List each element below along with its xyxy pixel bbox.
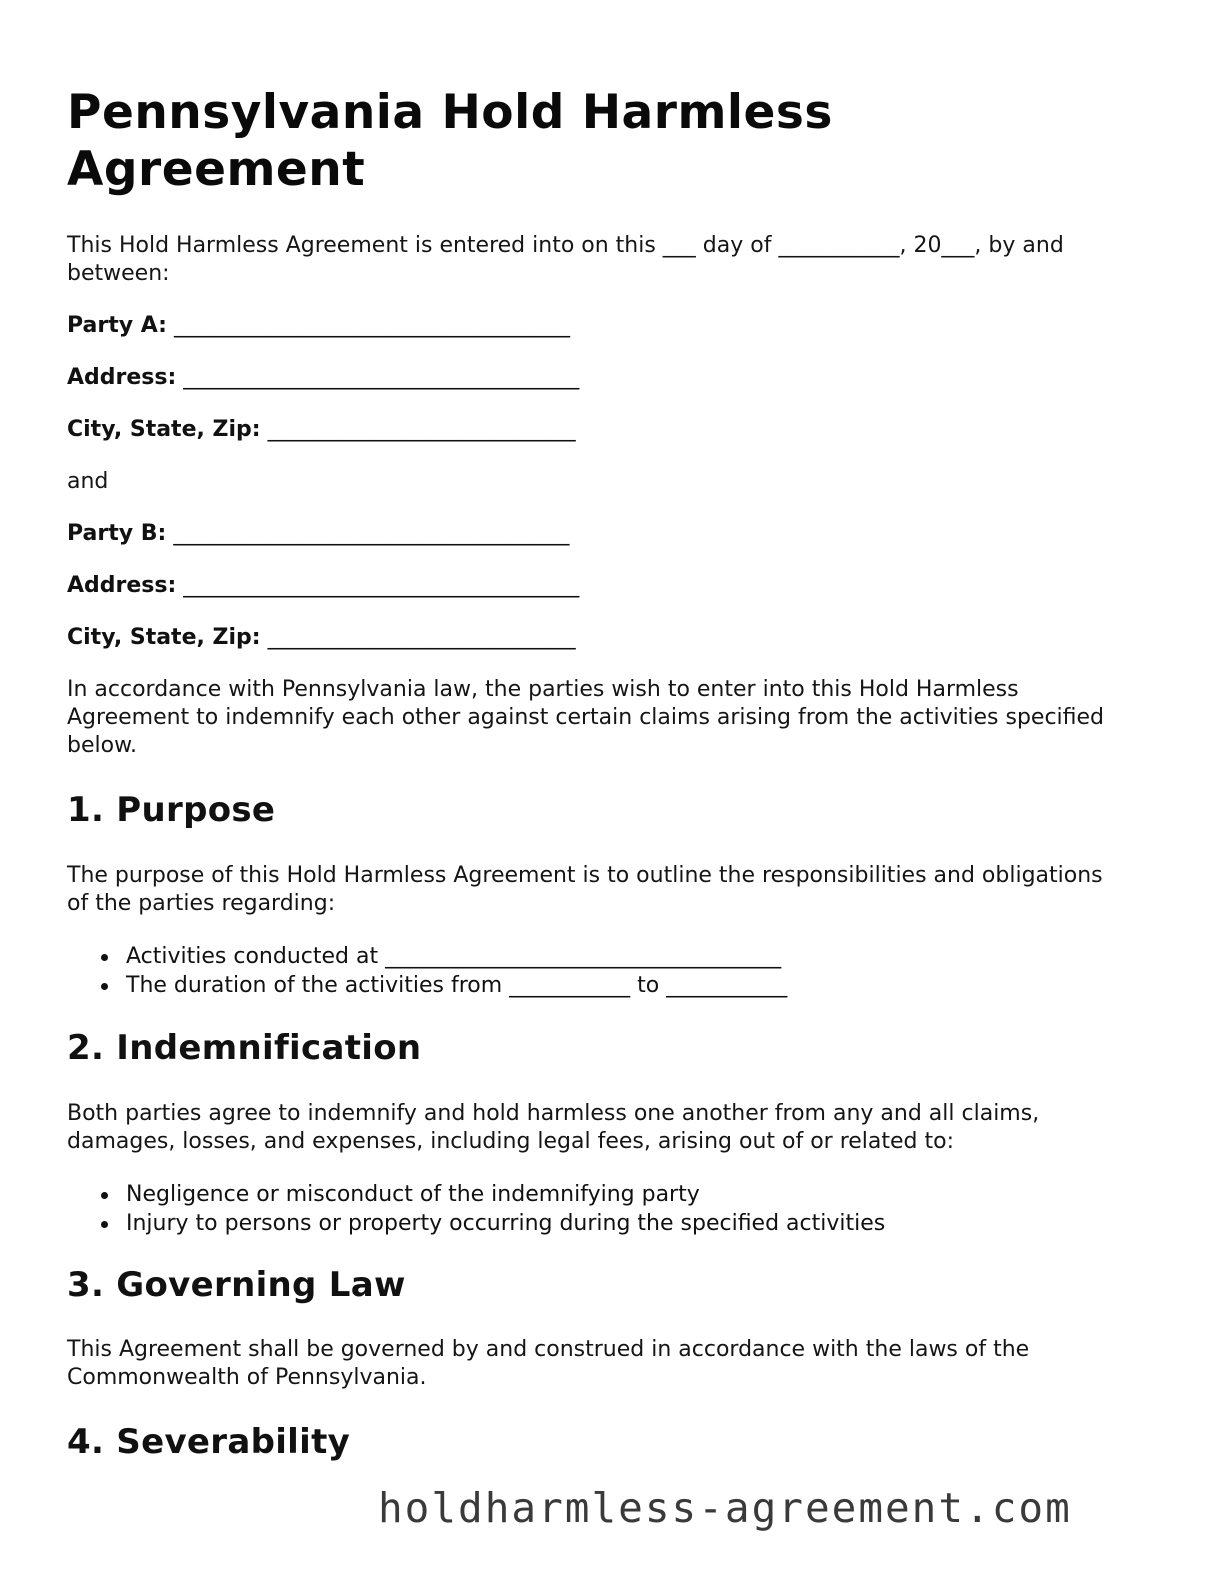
section-heading-indemnification: 2. Indemnification (67, 1028, 422, 1068)
purpose-bullet-list (67, 942, 787, 1000)
party-b-name-field (67, 520, 569, 548)
and-text: and (67, 469, 109, 494)
party-b-city-field (67, 624, 576, 652)
party-a-name-label: Party A: (67, 313, 167, 338)
section-body-governing-law: This Agreement shall be governed by and construed in accordance with the laws of the Commonwealth of Pennsylvania. (67, 1337, 1030, 1390)
list-item: Activities conducted at ____________________________________ (67, 942, 787, 971)
party-b-address-label: Address: (67, 573, 177, 598)
party-a-city-label: City, State, Zip: (67, 417, 261, 442)
party-a-city-field (67, 416, 576, 444)
section-body-purpose: The purpose of this Hold Harmless Agreement is to outline the responsibilities and obligations of the parties regarding: (67, 863, 1103, 916)
party-b-address-field (67, 572, 579, 600)
party-a-name-field (67, 312, 570, 340)
list-item: Negligence or misconduct of the indemnifying party (67, 1180, 885, 1209)
party-b-address-blank: ____________________________________ (183, 573, 580, 598)
section-heading-purpose: 1. Purpose (67, 790, 276, 830)
party-b-city-blank: ____________________________ (267, 625, 576, 650)
section-body-indemnification: Both parties agree to indemnify and hold harmless one another from any and all claims, damages, losses, and expenses, including legal fees, arising out of or related to: (67, 1101, 1040, 1154)
preamble-paragraph: In accordance with Pennsylvania law, the parties wish to enter into this Hold Harmless Agreement to indemnify each other against certain claims arising from the activities specified below. (67, 677, 1105, 758)
intro-paragraph: This Hold Harmless Agreement is entered into on this ___ day of ___________, 20___, by and between: (67, 233, 1064, 286)
section-heading-severability: 4. Severability (67, 1422, 351, 1462)
party-a-address-field (67, 364, 579, 392)
party-a-address-label: Address: (67, 365, 177, 390)
party-a-name-blank: ____________________________________ (173, 313, 570, 338)
site-watermark: holdharmless-agreement.com (378, 1484, 1072, 1532)
party-b-city-label: City, State, Zip: (67, 625, 261, 650)
list-item: Injury to persons or property occurring during the specified activities (67, 1209, 885, 1238)
party-b-name-blank: ____________________________________ (173, 521, 570, 546)
party-b-name-label: Party B: (67, 521, 167, 546)
document-title: Pennsylvania Hold Harmless Agreement (67, 85, 833, 197)
list-item: The duration of the activities from ___________ to ___________ (67, 971, 787, 1000)
section-heading-governing-law: 3. Governing Law (67, 1265, 406, 1305)
party-a-city-blank: ____________________________ (267, 417, 576, 442)
party-a-address-blank: ____________________________________ (183, 365, 580, 390)
indemnification-bullet-list (67, 1180, 885, 1238)
